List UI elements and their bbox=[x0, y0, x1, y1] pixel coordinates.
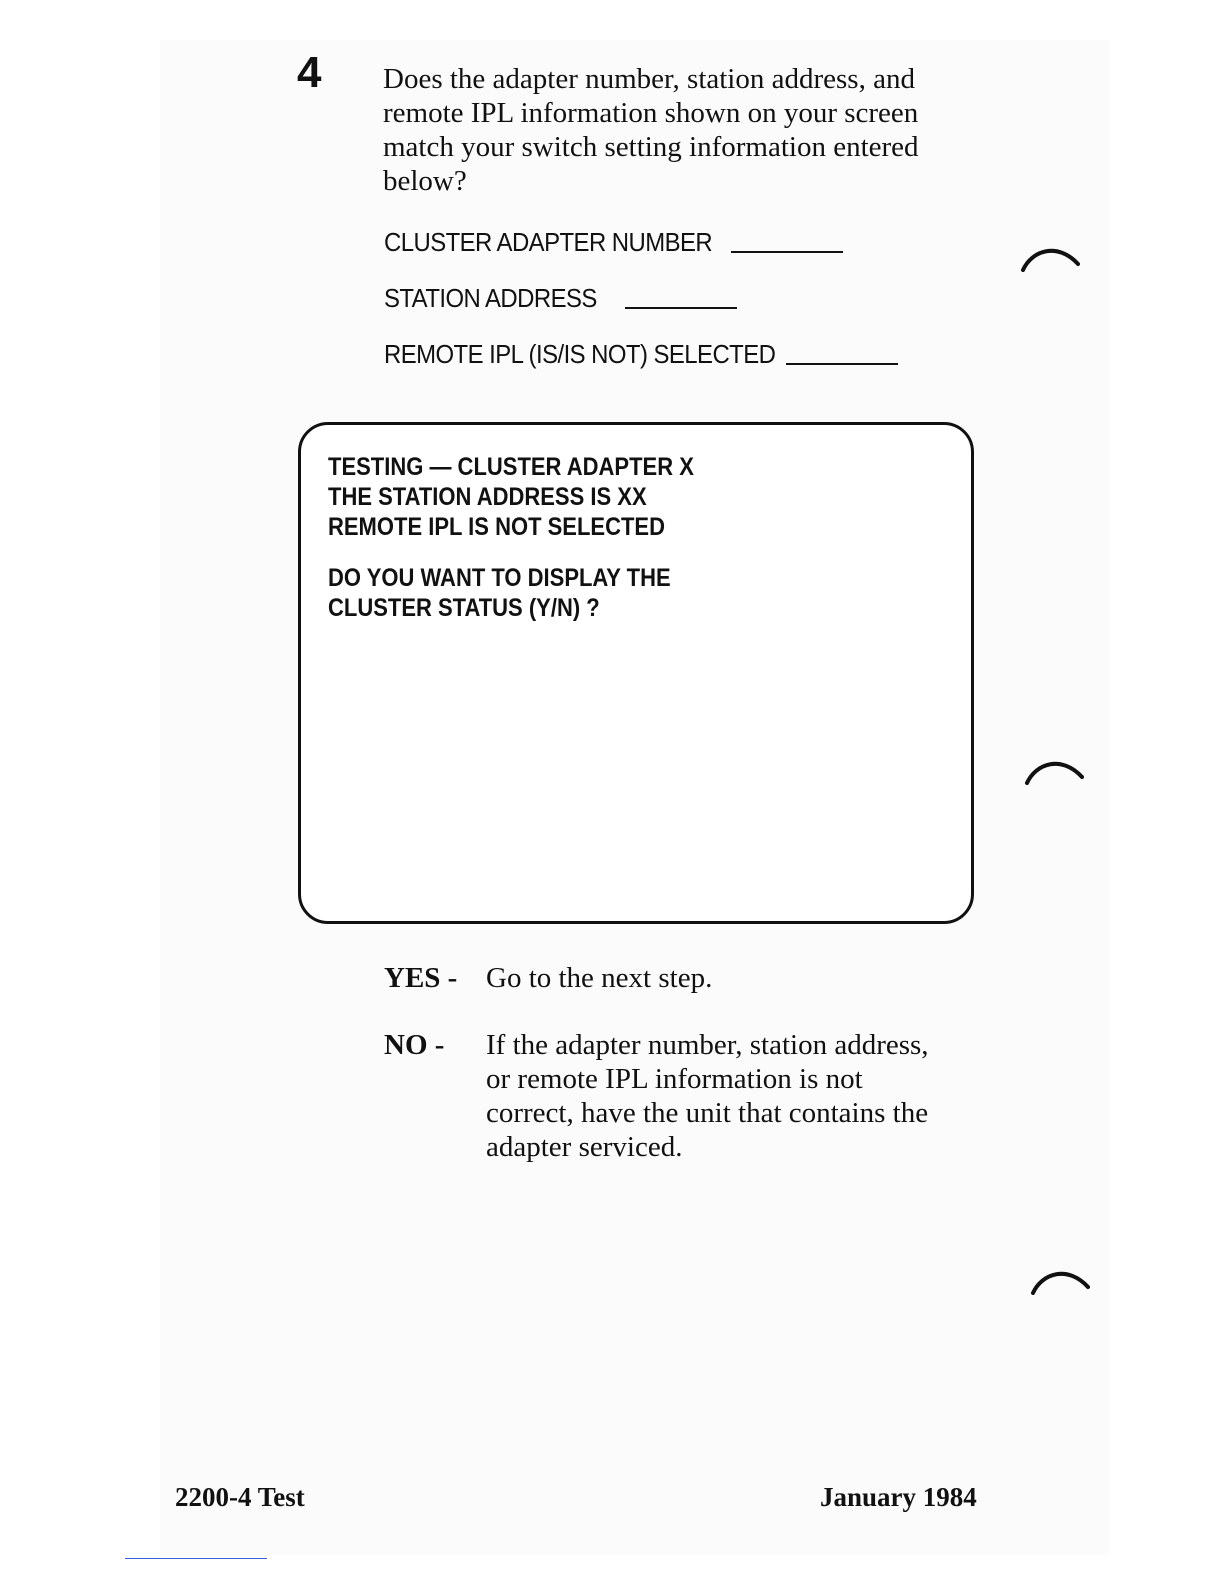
fill-in-blank bbox=[625, 307, 737, 309]
bottom-rule bbox=[125, 1558, 267, 1559]
question-line: remote IPL information shown on your screen bbox=[383, 97, 919, 129]
display-screen bbox=[298, 422, 974, 924]
step-number: 4 bbox=[297, 48, 322, 97]
instruction-line: Go to the next step. bbox=[486, 962, 713, 994]
screen-line: DO YOU WANT TO DISPLAY THE bbox=[328, 564, 671, 592]
yes-instruction bbox=[486, 961, 986, 995]
screen-prompt-block bbox=[328, 563, 671, 623]
fill-in-blank bbox=[786, 363, 898, 365]
field-label: CLUSTER ADAPTER NUMBER bbox=[384, 227, 713, 257]
fill-in-blank bbox=[731, 251, 843, 253]
screen-status-block bbox=[328, 452, 694, 542]
step-question bbox=[383, 62, 983, 198]
screen-line: THE STATION ADDRESS IS XX bbox=[328, 483, 647, 511]
instruction-line: adapter serviced. bbox=[486, 1131, 683, 1163]
binder-tab-mark-icon bbox=[1020, 242, 1080, 272]
question-line: below? bbox=[383, 165, 467, 197]
binder-tab-mark-icon bbox=[1030, 1265, 1090, 1295]
instruction-line: or remote IPL information is not bbox=[486, 1063, 863, 1095]
screen-line: CLUSTER STATUS (Y/N) ? bbox=[328, 594, 600, 622]
question-line: Does the adapter number, station address, and bbox=[383, 63, 915, 95]
no-instruction bbox=[486, 1028, 986, 1164]
footer-date: January 1984 bbox=[820, 1482, 977, 1512]
yes-label: YES - bbox=[384, 962, 458, 994]
instruction-line: correct, have the unit that contains the bbox=[486, 1097, 929, 1129]
binder-tab-mark-icon bbox=[1024, 755, 1084, 785]
question-line: match your switch setting information entered bbox=[383, 131, 919, 163]
screen-line: REMOTE IPL IS NOT SELECTED bbox=[328, 513, 665, 541]
instruction-line: If the adapter number, station address, bbox=[486, 1029, 929, 1061]
field-label: REMOTE IPL (IS/IS NOT) SELECTED bbox=[384, 339, 776, 369]
footer-section-title: 2200-4 Test bbox=[175, 1482, 305, 1512]
no-label: NO - bbox=[384, 1029, 445, 1061]
field-label: STATION ADDRESS bbox=[384, 283, 597, 313]
screen-line: TESTING — CLUSTER ADAPTER X bbox=[328, 453, 694, 481]
